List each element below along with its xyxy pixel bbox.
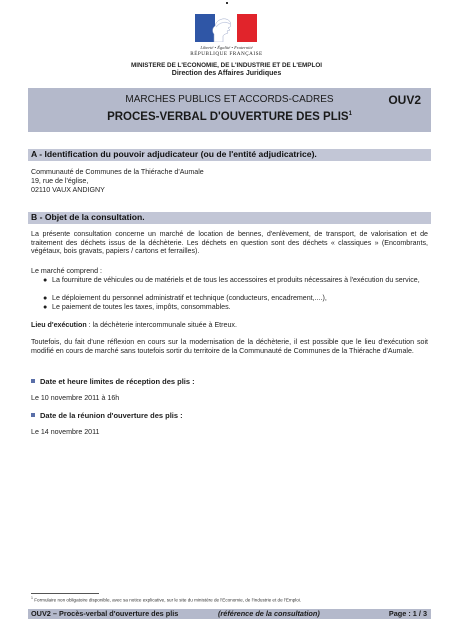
list-item: ● La fourniture de véhicules ou de matériels et de tous les accessoires et produits nécessaires à l'exécution du service, xyxy=(43,276,428,285)
deadline-heading: Date et heure limites de réception des plis : xyxy=(31,377,428,386)
square-bullet-icon xyxy=(31,379,35,383)
page-number: Page : 1 / 3 xyxy=(388,609,427,618)
execution-location-label: Lieu d'exécution xyxy=(31,321,87,329)
document-title xyxy=(58,111,401,123)
footer-form-title: OUV2 – Procès-verbal d'ouverture des plis xyxy=(31,609,179,618)
footnote-ref: 1 xyxy=(348,111,352,118)
list-item-text: La fourniture de véhicules ou de matériels et de tous les accessoires et produits nécessaires à l'exécution du service, xyxy=(52,276,420,284)
footnote-text: Formulaire non obligatoire disponible, avec sa notice explicative, sur le site du ministère de l'Economie, de l'Industrie et de l'Emploi. xyxy=(32,597,302,603)
footnote-number: 1 xyxy=(31,596,33,600)
list-item: ● Le paiement de toutes les taxes, impôts, consommables. xyxy=(43,303,428,312)
marianne-logo xyxy=(195,14,257,44)
section-b-heading: B - Objet de la consultation. xyxy=(31,212,145,222)
republic-motto: Liberté • Égalité • Fraternité xyxy=(200,45,253,50)
authority-city: 02110 VAUX ANDIGNY xyxy=(31,186,105,194)
section-a-header xyxy=(28,149,431,161)
execution-location-value: : la déchèterie intercommunale située à Etreux. xyxy=(86,321,237,329)
opening-meeting-value: Le 14 novembre 2011 xyxy=(31,428,100,436)
section-b-header xyxy=(28,212,431,224)
square-bullet-icon xyxy=(31,413,35,417)
contract-includes-label: Le marché comprend : xyxy=(31,267,102,275)
footnote xyxy=(31,596,431,603)
ministry-name: MINISTERE DE L'ECONOMIE, DE L'INDUSTRIE ET DE L'EMPLOI xyxy=(131,62,322,69)
banner-title: MARCHES PUBLICS ET ACCORDS-CADRES xyxy=(125,94,334,105)
direction-name: Direction des Affaires Juridiques xyxy=(171,70,282,77)
scan-mark xyxy=(226,2,228,4)
page-footer xyxy=(28,609,431,619)
form-code: OUV2 xyxy=(388,93,421,107)
document-title-text: PROCES-VERBAL D'OUVERTURE DES PLIS xyxy=(107,111,349,123)
execution-location xyxy=(31,321,428,330)
authority-name: Communauté de Communes de la Thiérache d'Aumale xyxy=(31,168,204,176)
list-item-text: Le paiement de toutes les taxes, impôts, consommables. xyxy=(52,303,231,311)
opening-meeting-heading: Date de la réunion d'ouverture des plis : xyxy=(31,411,428,420)
location-note: Toutefois, du fait d'une réflexion en cours sur la modernisation de la déchèterie, il est possible que le lieu d'exécution soit modifié en cours de marché sans toutefois sortir du territoire de la Communauté de Communes de la Thiérache d'Aumale. xyxy=(31,338,428,355)
footer-reference: (référence de la consultation) xyxy=(218,609,320,618)
list-item: ● Le déploiement du personnel administratif et technique (conducteurs, encadrement,....), xyxy=(43,294,428,303)
section-a-heading: A - Identification du pouvoir adjudicateur (ou de l'entité adjudicatrice). xyxy=(31,149,317,159)
footnote-divider xyxy=(31,593,99,594)
title-banner xyxy=(28,88,431,132)
consultation-description: La présente consultation concerne un marché de location de bennes, d'enlèvement, de transport, de valorisation et de traitement des déchets issus de la déchèterie. Les déchets en question sont des déchets « classiques » (Encombrants, végétaux, bois gravats, papiers / cartons et ferrailles). xyxy=(31,230,428,256)
marianne-profile-icon xyxy=(208,16,236,42)
republic-name: RÉPUBLIQUE FRANÇAISE xyxy=(190,51,263,57)
authority-street: 19, rue de l'église, xyxy=(31,177,89,185)
list-item-text: Le déploiement du personnel administratif et technique (conducteurs, encadrement,....), xyxy=(52,294,327,302)
deadline-value: Le 10 novembre 2011 à 16h xyxy=(31,394,120,402)
